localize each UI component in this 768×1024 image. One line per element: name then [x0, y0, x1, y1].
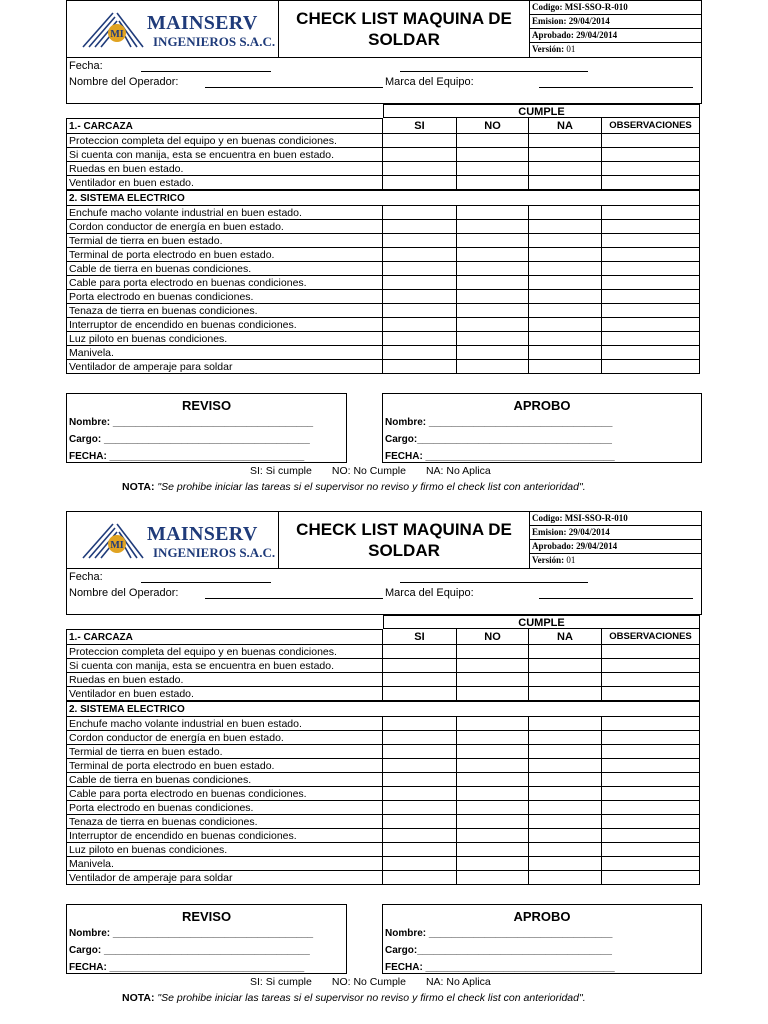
si-cell[interactable] [383, 857, 457, 871]
checklist-row [66, 745, 702, 759]
cumple-header: CUMPLE [383, 615, 700, 629]
checklist-item-label: Ventilador de amperaje para soldar [66, 360, 383, 374]
checklist-row [66, 206, 702, 220]
checklist-item-label: Si cuenta con manija, esta se encuentra en buen estado. [66, 148, 383, 162]
checklist-item-label: Porta electrodo en buenas condiciones. [66, 801, 383, 815]
operador-field[interactable] [205, 87, 383, 88]
fecha-label: Fecha: [69, 571, 103, 583]
brand-name: MAINSERV [147, 12, 258, 34]
si-cell[interactable] [383, 815, 457, 829]
na-cell[interactable] [529, 248, 602, 262]
observaciones-cell[interactable] [602, 773, 700, 787]
checklist-item-label: Interruptor de encendido en buenas condiciones. [66, 829, 383, 843]
checklist-row [66, 645, 702, 659]
marca-field[interactable] [539, 598, 693, 599]
na-cell[interactable] [529, 857, 602, 871]
no-cell[interactable] [457, 360, 529, 374]
observaciones-cell[interactable] [602, 134, 700, 148]
meta-emision: Emision: 29/04/2014 [530, 526, 701, 540]
na-cell[interactable] [529, 234, 602, 248]
na-cell[interactable] [529, 687, 602, 701]
checklist-item-label: Proteccion completa del equipo y en buenas condiciones. [66, 134, 383, 148]
checklist-item-label: Ruedas en buen estado. [66, 673, 383, 687]
checklist-row [66, 843, 702, 857]
na-cell[interactable] [529, 815, 602, 829]
observaciones-cell[interactable] [602, 745, 700, 759]
observaciones-cell[interactable] [602, 731, 700, 745]
document-meta [530, 1, 701, 57]
no-cell[interactable] [457, 645, 529, 659]
no-cell[interactable] [457, 871, 529, 885]
no-cell[interactable] [457, 843, 529, 857]
checklist-row [66, 290, 702, 304]
reviso-title: REVISO [181, 909, 232, 924]
column-header-no: NO [457, 118, 529, 134]
note-text: "Se prohibe iniciar las tareas si el supervisor no reviso y firmo el check list con anterioridad". [157, 992, 586, 1004]
checklist-item-label: Ruedas en buen estado. [66, 162, 383, 176]
na-cell[interactable] [529, 162, 602, 176]
meta-emision: Emision: 29/04/2014 [530, 15, 701, 29]
checklist-item-label: Enchufe macho volante industrial en buen estado. [66, 206, 383, 220]
section-header-row [66, 118, 702, 134]
si-cell[interactable] [383, 220, 457, 234]
brand-name: MAINSERV [147, 523, 258, 545]
no-cell[interactable] [457, 134, 529, 148]
na-cell[interactable] [529, 673, 602, 687]
form-header [66, 0, 702, 58]
legend [250, 976, 511, 988]
section-header-row [66, 701, 702, 717]
checklist-item-label: Si cuenta con manija, esta se encuentra en buen estado. [66, 659, 383, 673]
si-cell[interactable] [383, 332, 457, 346]
si-cell[interactable] [383, 176, 457, 190]
no-cell[interactable] [457, 801, 529, 815]
si-cell[interactable] [383, 787, 457, 801]
checklist-row [66, 262, 702, 276]
observaciones-cell[interactable] [602, 248, 700, 262]
checklist-item-label: Terminal de porta electrodo en buen estado. [66, 248, 383, 262]
observaciones-cell[interactable] [602, 332, 700, 346]
si-cell[interactable] [383, 829, 457, 843]
checklist-row [66, 234, 702, 248]
checklist-item-label: Cable de tierra en buenas condiciones. [66, 773, 383, 787]
na-cell[interactable] [529, 731, 602, 745]
na-cell[interactable] [529, 829, 602, 843]
na-cell[interactable] [529, 262, 602, 276]
checklist-row [66, 346, 702, 360]
na-cell[interactable] [529, 318, 602, 332]
na-cell[interactable] [529, 220, 602, 234]
no-cell[interactable] [457, 318, 529, 332]
checklist-row [66, 134, 702, 148]
reviso-cargo[interactable]: Cargo: _____________________________________ [69, 945, 310, 956]
observaciones-cell[interactable] [602, 843, 700, 857]
column-header-si: SI [383, 118, 457, 134]
no-cell[interactable] [457, 206, 529, 220]
aprobo-box [382, 904, 702, 974]
checklist-item-label: Termial de tierra en buen estado. [66, 745, 383, 759]
legend [250, 465, 511, 477]
meta-aprobado: Aprobado: 29/04/2014 [530, 29, 701, 43]
checklist-row [66, 318, 702, 332]
checklist-form-top [66, 0, 702, 505]
cumple-header: CUMPLE [383, 104, 700, 118]
observaciones-cell[interactable] [602, 276, 700, 290]
no-cell[interactable] [457, 332, 529, 346]
checklist-item-label: Ventilador en buen estado. [66, 176, 383, 190]
observaciones-cell[interactable] [602, 829, 700, 843]
reviso-fecha[interactable]: FECHA: ___________________________________ [69, 962, 305, 973]
logo-letters: MI [110, 29, 124, 40]
company-logo [67, 1, 279, 57]
checklist-row [66, 717, 702, 731]
reviso-fecha[interactable]: FECHA: ___________________________________ [69, 451, 305, 462]
no-cell[interactable] [457, 745, 529, 759]
si-cell[interactable] [383, 162, 457, 176]
checklist-row [66, 220, 702, 234]
no-cell[interactable] [457, 717, 529, 731]
si-cell[interactable] [383, 731, 457, 745]
checklist-item-label: Cordon conductor de energía en buen estado. [66, 220, 383, 234]
checklist-item-label: Interruptor de encendido en buenas condiciones. [66, 318, 383, 332]
no-cell[interactable] [457, 148, 529, 162]
info-section [66, 568, 702, 615]
document-meta [530, 512, 701, 568]
legend-no: NO: No Cumple [331, 976, 406, 988]
si-cell[interactable] [383, 318, 457, 332]
si-cell[interactable] [383, 645, 457, 659]
no-cell[interactable] [457, 304, 529, 318]
checklist-item-label: Tenaza de tierra en buenas condiciones. [66, 815, 383, 829]
no-cell[interactable] [457, 815, 529, 829]
observaciones-cell[interactable] [602, 162, 700, 176]
checklist-item-label: Enchufe macho volante industrial en buen estado. [66, 717, 383, 731]
observaciones-cell[interactable] [602, 759, 700, 773]
reviso-cargo[interactable]: Cargo: _____________________________________ [69, 434, 310, 445]
checklist-item-label: Terminal de porta electrodo en buen estado. [66, 759, 383, 773]
checklist-item-label: Cordon conductor de energía en buen estado. [66, 731, 383, 745]
no-cell[interactable] [457, 276, 529, 290]
no-cell[interactable] [457, 234, 529, 248]
no-cell[interactable] [457, 857, 529, 871]
si-cell[interactable] [383, 659, 457, 673]
meta-codigo: Codigo: MSI-SSO-R-010 [530, 512, 701, 526]
checklist-row [66, 801, 702, 815]
mainserv-logo-icon [81, 520, 145, 560]
fecha-field[interactable] [141, 71, 271, 72]
checklist-item-label: Ventilador en buen estado. [66, 687, 383, 701]
aprobo-title: APROBO [513, 909, 571, 924]
observaciones-cell[interactable] [602, 787, 700, 801]
aprobo-fecha[interactable]: FECHA: __________________________________ [385, 451, 615, 462]
si-cell[interactable] [383, 745, 457, 759]
document-title: CHECK LIST MAQUINA DE SOLDAR [279, 1, 530, 57]
legend-si: SI: Si cumple [250, 465, 312, 477]
si-cell[interactable] [383, 134, 457, 148]
si-cell[interactable] [383, 248, 457, 262]
marca-field[interactable] [539, 87, 693, 88]
checklist-item-label: Cable para porta electrodo en buenas condiciones. [66, 787, 383, 801]
checklist-item-label: Proteccion completa del equipo y en buenas condiciones. [66, 645, 383, 659]
checklist-row [66, 787, 702, 801]
observaciones-cell[interactable] [602, 815, 700, 829]
checklist-row [66, 829, 702, 843]
legend-no: NO: No Cumple [331, 465, 406, 477]
no-cell[interactable] [457, 162, 529, 176]
column-header-si: SI [383, 629, 457, 645]
reviso-nombre[interactable]: Nombre: ____________________________________ [69, 417, 314, 428]
column-header-na: NA [529, 118, 602, 134]
reviso-nombre[interactable]: Nombre: ____________________________________ [69, 928, 314, 939]
note [122, 481, 586, 493]
na-cell[interactable] [529, 787, 602, 801]
na-cell[interactable] [529, 276, 602, 290]
si-cell[interactable] [383, 687, 457, 701]
reviso-box [66, 904, 347, 974]
checklist-item-label: Termial de tierra en buen estado. [66, 234, 383, 248]
operador-label: Nombre del Operador: [69, 76, 179, 88]
observaciones-cell[interactable] [602, 645, 700, 659]
checklist-item-label: Manivela. [66, 857, 383, 871]
si-cell[interactable] [383, 276, 457, 290]
checklist-row [66, 759, 702, 773]
reviso-box [66, 393, 347, 463]
no-cell[interactable] [457, 759, 529, 773]
note [122, 992, 586, 1004]
section-title: 2. SISTEMA ELECTRICO [66, 701, 700, 717]
brand-subtitle: INGENIEROS S.A.C. [153, 545, 276, 560]
na-cell[interactable] [529, 659, 602, 673]
na-cell[interactable] [529, 645, 602, 659]
checklist-item-label: Tenaza de tierra en buenas condiciones. [66, 304, 383, 318]
si-cell[interactable] [383, 843, 457, 857]
brand-subtitle: INGENIEROS S.A.C. [153, 34, 276, 49]
checklist-row [66, 176, 702, 190]
observaciones-cell[interactable] [602, 148, 700, 162]
observaciones-cell[interactable] [602, 801, 700, 815]
no-cell[interactable] [457, 787, 529, 801]
na-cell[interactable] [529, 332, 602, 346]
checklist-row [66, 871, 702, 885]
observaciones-cell[interactable] [602, 176, 700, 190]
si-cell[interactable] [383, 262, 457, 276]
checklist-row [66, 248, 702, 262]
checklist-row [66, 659, 702, 673]
no-cell[interactable] [457, 220, 529, 234]
si-cell[interactable] [383, 304, 457, 318]
fecha-extra-field[interactable] [400, 71, 588, 72]
si-cell[interactable] [383, 871, 457, 885]
section-title: 2. SISTEMA ELECTRICO [66, 190, 700, 206]
checklist-row [66, 815, 702, 829]
si-cell[interactable] [383, 759, 457, 773]
section-title: 1.- CARCAZA [66, 118, 383, 134]
legend-si: SI: Si cumple [250, 976, 312, 988]
checklist-row [66, 304, 702, 318]
checklist-item-label: Porta electrodo en buenas condiciones. [66, 290, 383, 304]
no-cell[interactable] [457, 731, 529, 745]
column-header-obs: OBSERVACIONES [602, 118, 700, 134]
na-cell[interactable] [529, 745, 602, 759]
aprobo-title: APROBO [513, 398, 571, 413]
checklist-item-label: Manivela. [66, 346, 383, 360]
operador-label: Nombre del Operador: [69, 587, 179, 599]
aprobo-nombre[interactable]: Nombre: _________________________________ [385, 928, 613, 939]
na-cell[interactable] [529, 801, 602, 815]
observaciones-cell[interactable] [602, 659, 700, 673]
checklist-item-label: Luz piloto en buenas condiciones. [66, 332, 383, 346]
aprobo-cargo[interactable]: Cargo:___________________________________ [385, 945, 612, 956]
observaciones-cell[interactable] [602, 234, 700, 248]
no-cell[interactable] [457, 176, 529, 190]
na-cell[interactable] [529, 304, 602, 318]
observaciones-cell[interactable] [602, 220, 700, 234]
fecha-extra-field[interactable] [400, 582, 588, 583]
si-cell[interactable] [383, 717, 457, 731]
aprobo-fecha[interactable]: FECHA: __________________________________ [385, 962, 615, 973]
observaciones-cell[interactable] [602, 360, 700, 374]
document-title: CHECK LIST MAQUINA DE SOLDAR [279, 512, 530, 568]
section-header-row [66, 629, 702, 645]
checklist-row [66, 162, 702, 176]
na-cell[interactable] [529, 206, 602, 220]
observaciones-cell[interactable] [602, 206, 700, 220]
checklist-row [66, 360, 702, 374]
reviso-title: REVISO [181, 398, 232, 413]
si-cell[interactable] [383, 673, 457, 687]
fecha-label: Fecha: [69, 60, 103, 72]
checklist-row [66, 332, 702, 346]
si-cell[interactable] [383, 801, 457, 815]
na-cell[interactable] [529, 134, 602, 148]
checklist-row [66, 731, 702, 745]
si-cell[interactable] [383, 773, 457, 787]
observaciones-cell[interactable] [602, 262, 700, 276]
si-cell[interactable] [383, 234, 457, 248]
company-logo [67, 512, 279, 568]
checklist-row [66, 687, 702, 701]
note-label: NOTA: [122, 481, 155, 493]
checklist-item-label: Cable de tierra en buenas condiciones. [66, 262, 383, 276]
na-cell[interactable] [529, 360, 602, 374]
meta-aprobado: Aprobado: 29/04/2014 [530, 540, 701, 554]
no-cell[interactable] [457, 262, 529, 276]
no-cell[interactable] [457, 290, 529, 304]
observaciones-cell[interactable] [602, 717, 700, 731]
na-cell[interactable] [529, 176, 602, 190]
na-cell[interactable] [529, 871, 602, 885]
section-header-row [66, 190, 702, 206]
column-header-obs: OBSERVACIONES [602, 629, 700, 645]
no-cell[interactable] [457, 673, 529, 687]
no-cell[interactable] [457, 346, 529, 360]
no-cell[interactable] [457, 659, 529, 673]
checklist-item-label: Cable para porta electrodo en buenas condiciones. [66, 276, 383, 290]
legend-na: NA: No Aplica [425, 465, 491, 477]
checklist-row [66, 857, 702, 871]
checklist-row [66, 773, 702, 787]
checklist-row [66, 148, 702, 162]
si-cell[interactable] [383, 346, 457, 360]
marca-label: Marca del Equipo: [385, 587, 474, 599]
observaciones-cell[interactable] [602, 304, 700, 318]
no-cell[interactable] [457, 829, 529, 843]
aprobo-nombre[interactable]: Nombre: _________________________________ [385, 417, 613, 428]
mainserv-logo-icon [81, 9, 145, 49]
checklist-item-label: Ventilador de amperaje para soldar [66, 871, 383, 885]
na-cell[interactable] [529, 346, 602, 360]
observaciones-cell[interactable] [602, 673, 700, 687]
aprobo-cargo[interactable]: Cargo:___________________________________ [385, 434, 612, 445]
form-header [66, 511, 702, 569]
column-header-na: NA [529, 629, 602, 645]
si-cell[interactable] [383, 148, 457, 162]
meta-version: Versión: 01 [532, 44, 576, 54]
si-cell[interactable] [383, 206, 457, 220]
observaciones-cell[interactable] [602, 346, 700, 360]
meta-codigo: Codigo: MSI-SSO-R-010 [530, 1, 701, 15]
info-section [66, 57, 702, 104]
checklist-form-bottom [66, 511, 702, 1016]
cumple-header-row [66, 104, 702, 118]
fecha-field[interactable] [141, 582, 271, 583]
observaciones-cell[interactable] [602, 290, 700, 304]
observaciones-cell[interactable] [602, 687, 700, 701]
observaciones-cell[interactable] [602, 871, 700, 885]
na-cell[interactable] [529, 773, 602, 787]
cumple-header-row [66, 615, 702, 629]
aprobo-box [382, 393, 702, 463]
legend-na: NA: No Aplica [425, 976, 491, 988]
checklist-row [66, 276, 702, 290]
marca-label: Marca del Equipo: [385, 76, 474, 88]
na-cell[interactable] [529, 759, 602, 773]
si-cell[interactable] [383, 290, 457, 304]
na-cell[interactable] [529, 290, 602, 304]
no-cell[interactable] [457, 687, 529, 701]
column-header-no: NO [457, 629, 529, 645]
si-cell[interactable] [383, 360, 457, 374]
na-cell[interactable] [529, 717, 602, 731]
no-cell[interactable] [457, 248, 529, 262]
note-label: NOTA: [122, 992, 155, 1004]
note-text: "Se prohibe iniciar las tareas si el supervisor no reviso y firmo el check list con anterioridad". [157, 481, 586, 493]
checklist-item-label: Luz piloto en buenas condiciones. [66, 843, 383, 857]
operador-field[interactable] [205, 598, 383, 599]
checklist-row [66, 673, 702, 687]
meta-version: Versión: 01 [532, 555, 576, 565]
na-cell[interactable] [529, 843, 602, 857]
observaciones-cell[interactable] [602, 318, 700, 332]
observaciones-cell[interactable] [602, 857, 700, 871]
na-cell[interactable] [529, 148, 602, 162]
section-title: 1.- CARCAZA [66, 629, 383, 645]
logo-letters: MI [110, 540, 124, 551]
no-cell[interactable] [457, 773, 529, 787]
